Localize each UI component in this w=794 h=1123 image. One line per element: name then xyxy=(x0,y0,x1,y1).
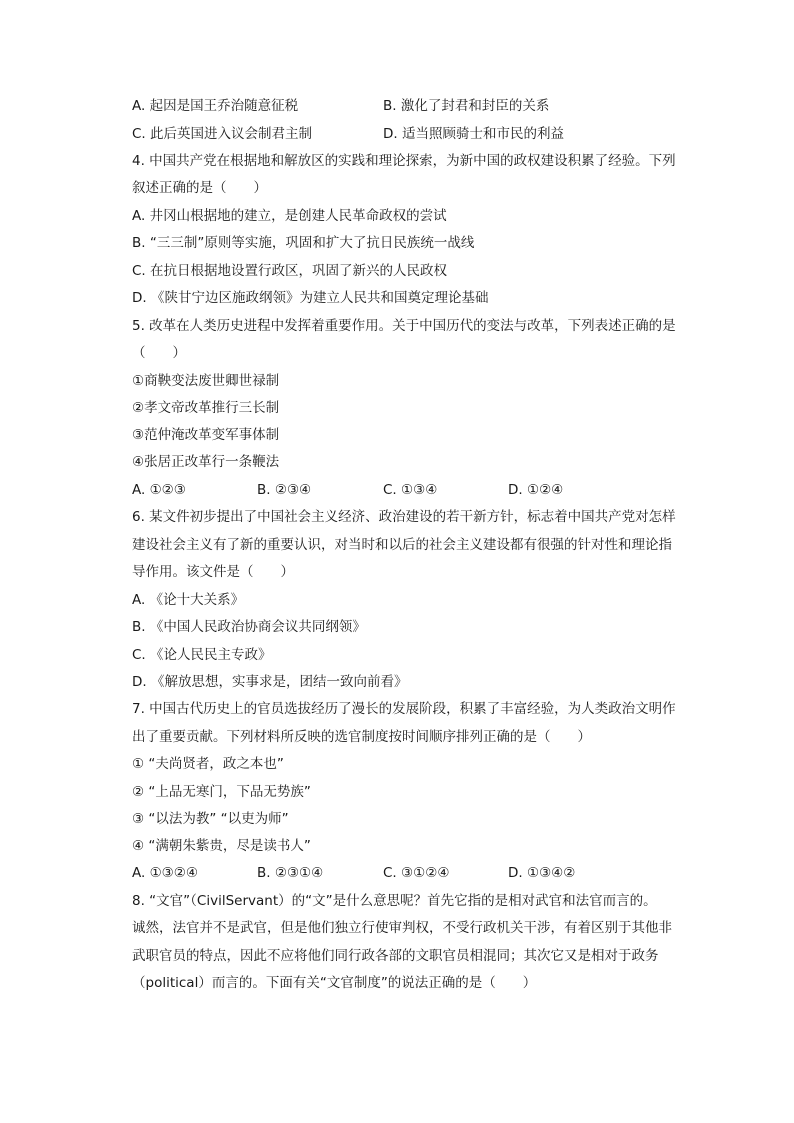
q7-item-3: ③ “以法为教” “以吏为师” xyxy=(132,811,289,827)
q5-item-1: ①商鞅变法废世卿世禄制 xyxy=(132,373,280,389)
q8-stem-line-1: 8. “文官”（CivilServant）的“文”是什么意思呢？首先它指的是相对武官和法官而言的。 xyxy=(132,893,657,909)
q3-option-c[interactable]: C. 此后英国进入议会制君主制 xyxy=(132,126,313,142)
q7-option-a[interactable]: A. ①③②④ xyxy=(132,865,198,881)
q5-option-d[interactable]: D. ①②④ xyxy=(508,482,564,498)
q5-stem-line-2: （ ） xyxy=(132,345,186,361)
q7-option-b[interactable]: B. ②③①④ xyxy=(257,865,324,881)
q5-option-a[interactable]: A. ①②③ xyxy=(132,482,186,498)
q4-option-c[interactable]: C. 在抗日根据地设置行政区，巩固了新兴的人民政权 xyxy=(132,263,448,279)
q6-option-b[interactable]: B. 《中国人民政治协商会议共同纲领》 xyxy=(132,619,366,635)
q3-option-a[interactable]: A. 起因是国王乔治随意征税 xyxy=(132,98,299,114)
q5-option-c[interactable]: C. ①③④ xyxy=(383,482,438,498)
q6-option-d[interactable]: D. 《解放思想，实事求是，团结一致向前看》 xyxy=(132,674,408,690)
q7-option-c[interactable]: C. ③①②④ xyxy=(383,865,450,881)
q6-stem-line-1: 6. 某文件初步提出了中国社会主义经济、政治建设的若干新方针，标志着中国共产党对怎样 xyxy=(132,509,676,525)
q7-option-d[interactable]: D. ①③④② xyxy=(508,865,576,881)
q7-item-4: ④ “满朝朱紫贵，尽是读书人” xyxy=(132,838,311,854)
q6-option-a[interactable]: A. 《论十大关系》 xyxy=(132,592,245,608)
q3-option-d[interactable]: D. 适当照顾骑士和市民的利益 xyxy=(383,126,564,142)
q8-stem-line-3: 武职官员的特点，因此不应将他们同行政各部的文职官员相混同；其次它又是相对于政务 xyxy=(132,948,659,964)
q6-stem-line-2: 建设社会主义有了新的重要认识，对当时和以后的社会主义建设都有很强的针对性和理论指 xyxy=(132,537,672,553)
q6-option-c[interactable]: C. 《论人民民主专政》 xyxy=(132,647,272,663)
q4-stem-line-2: 叙述正确的是（ ） xyxy=(132,180,267,196)
q7-stem-line-1: 7. 中国古代历史上的官员选拔经历了漫长的发展阶段，积累了丰富经验，为人类政治文明作 xyxy=(132,701,676,717)
q5-item-4: ④张居正改革行一条鞭法 xyxy=(132,454,280,470)
q5-item-3: ③范仲淹改革变军事体制 xyxy=(132,427,280,443)
q8-stem-line-2: 诚然，法官并不是武官，但是他们独立行使审判权，不受行政机关干涉，有着区别于其他非 xyxy=(132,920,672,936)
q3-option-b[interactable]: B. 激化了封君和封臣的关系 xyxy=(383,98,550,114)
q5-item-2: ②孝文帝改革推行三长制 xyxy=(132,400,280,416)
q7-item-2: ② “上品无寒门，下品无势族” xyxy=(132,784,311,800)
q4-option-d[interactable]: D. 《陕甘宁边区施政纲领》为建立人民共和国奠定理论基础 xyxy=(132,290,489,306)
q5-stem-line-1: 5. 改革在人类历史进程中发挥着重要作用。关于中国历代的变法与改革，下列表述正确的是 xyxy=(132,318,676,334)
q7-stem-line-2: 出了重要贡献。下列材料所反映的选官制度按时间顺序排列正确的是（ ） xyxy=(132,729,591,745)
q4-option-a[interactable]: A. 井冈山根据地的建立，是创建人民革命政权的尝试 xyxy=(132,208,447,224)
q4-option-b[interactable]: B. “三三制”原则等实施，巩固和扩大了抗日民族统一战线 xyxy=(132,235,475,251)
q8-stem-line-4: （political）而言的。下面有关“文官制度”的说法正确的是（ ） xyxy=(132,975,537,991)
q5-option-b[interactable]: B. ②③④ xyxy=(257,482,312,498)
q7-item-1: ① “夫尚贤者，政之本也” xyxy=(132,756,284,772)
q6-stem-line-3: 导作用。该文件是（ ） xyxy=(132,564,294,580)
q4-stem-line-1: 4. 中国共产党在根据地和解放区的实践和理论探索，为新中国的政权建设积累了经验。下列 xyxy=(132,153,676,169)
